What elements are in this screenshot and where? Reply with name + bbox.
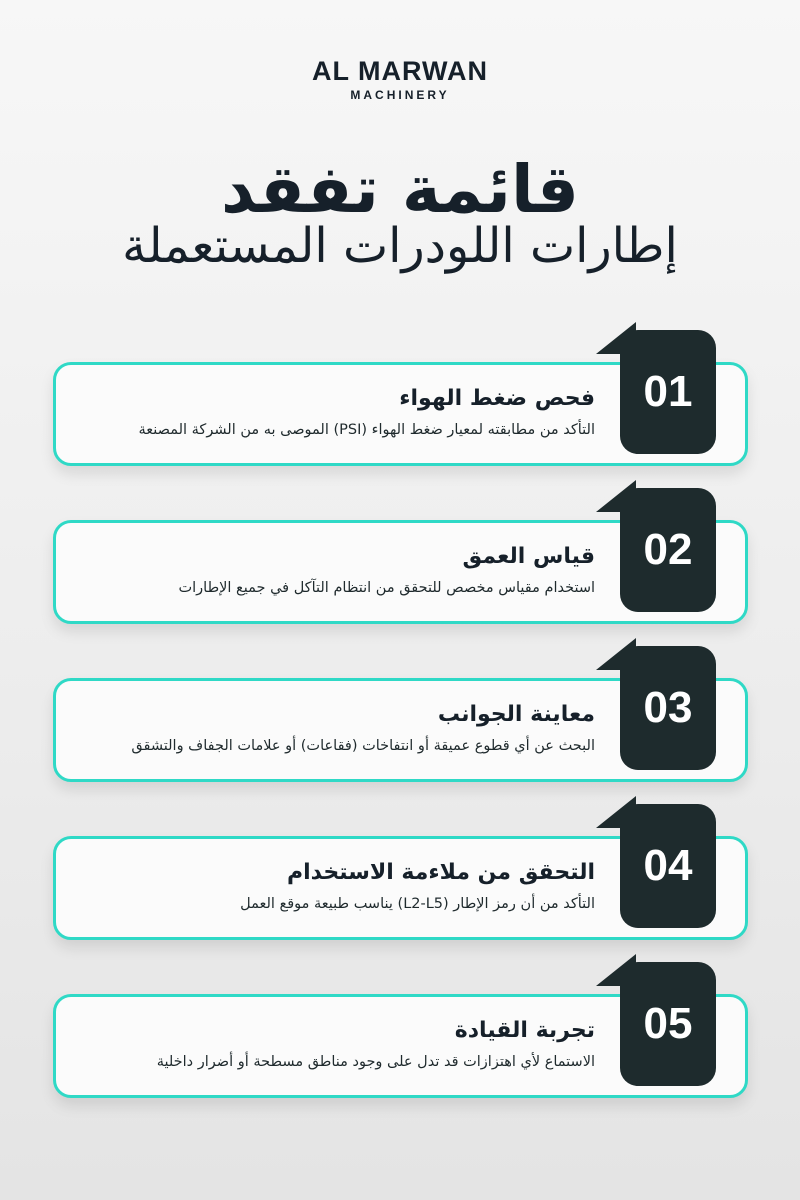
badge-tab <box>596 480 636 512</box>
checklist-description: البحث عن أي قطوع عميقة أو انتفاخات (فقاعات) أو علامات الجفاف والتشقق <box>131 738 595 754</box>
number-badge-5 <box>620 962 716 1086</box>
brand-name: AL MARWAN <box>312 56 488 86</box>
brand-logo <box>0 56 800 102</box>
checklist-title: تجربة القيادة <box>454 1018 595 1043</box>
badge-tab <box>596 954 636 986</box>
number-badge-1 <box>620 330 716 454</box>
number-badge-3 <box>620 646 716 770</box>
badge-number: 02 <box>643 525 693 574</box>
number-badge-2 <box>620 488 716 612</box>
checklist-description: التأكد من أن رمز الإطار (L2-L5) يناسب طبيعة موقع العمل <box>240 896 595 912</box>
checklist-title: معاينة الجوانب <box>437 702 595 727</box>
checklist-description: الاستماع لأي اهتزازات قد تدل على وجود مناطق مسطحة أو أضرار داخلية <box>156 1054 595 1070</box>
badge-number: 01 <box>643 367 693 416</box>
badge-tab <box>596 638 636 670</box>
page-subtitle: إطارات اللودرات المستعملة <box>122 218 678 274</box>
checklist-title: قياس العمق <box>462 544 595 569</box>
page-title: قائمة تفقد <box>221 151 579 228</box>
badge-tab <box>596 322 636 354</box>
badge-number: 04 <box>643 841 693 890</box>
number-badge-4 <box>620 804 716 928</box>
checklist-title: فحص ضغط الهواء <box>399 386 595 411</box>
badge-number: 03 <box>643 683 693 732</box>
checklist-description: استخدام مقياس مخصص للتحقق من انتظام التآكل في جميع الإطارات <box>178 580 595 596</box>
brand-tagline: MACHINERY <box>350 88 450 102</box>
checklist-description: التأكد من مطابقته لمعيار ضغط الهواء (PSI) الموصى به من الشركة المصنعة <box>138 422 595 438</box>
badge-number: 05 <box>643 999 693 1048</box>
checklist-title: التحقق من ملاءمة الاستخدام <box>287 860 595 885</box>
badge-tab <box>596 796 636 828</box>
